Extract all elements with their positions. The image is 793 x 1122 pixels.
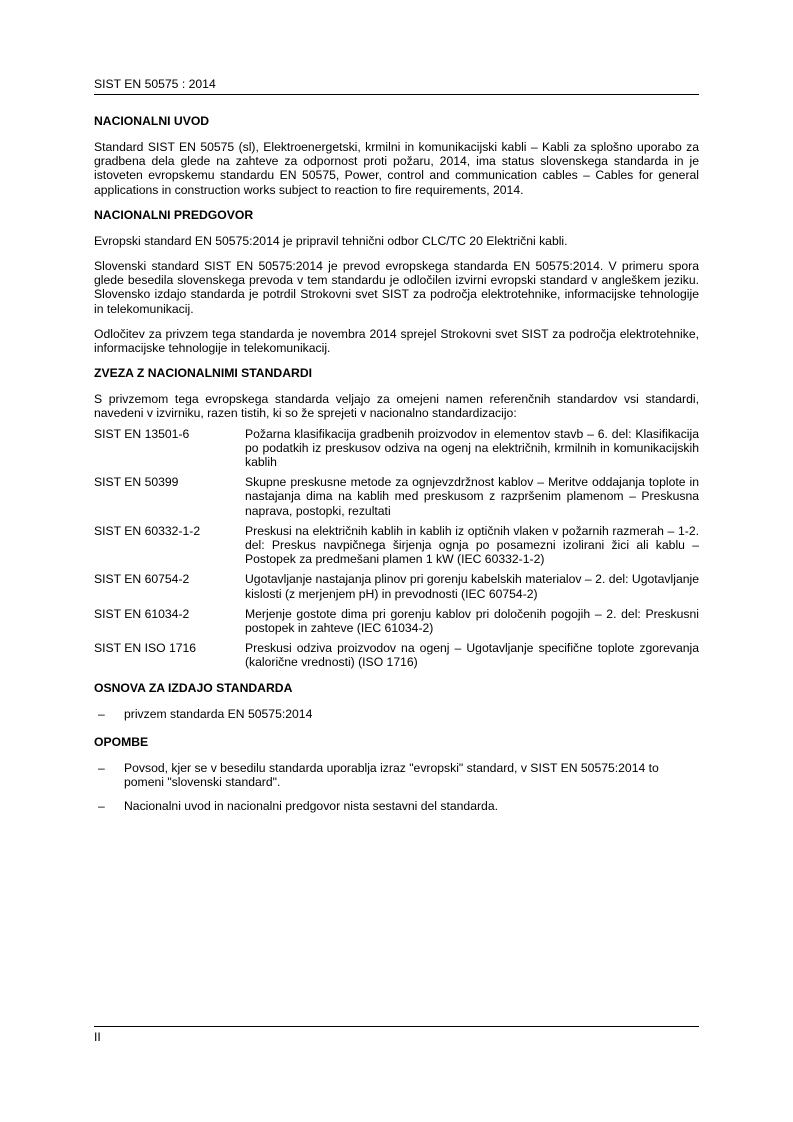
header-title: SIST EN 50575 : 2014 [94,77,216,91]
reference-row [94,475,699,518]
reference-row [94,607,699,635]
list-dash: – [98,799,105,814]
reference-code: SIST EN 60332-1-2 [94,523,201,538]
page-content [94,114,699,824]
predgovor-paragraph-1: Evropski standard EN 50575:2014 je pripravil tehnični odbor CLC/TC 20 Električni kabli. [94,233,568,248]
reference-title: Preskusi odziva proizvodov na ogenj – Ugotavljanje specifične toplote zgorevanja (kalorične vrednosti) (ISO 1716) [245,641,699,670]
reference-code: SIST EN ISO 1716 [94,641,197,656]
uvod-text: Standard SIST EN 50575 (sl), Elektroenergetski, krmilni in komunikacijski kabli – Kabli za splošno uporabo za gradbena dela glede na zahteve za odpornost proti požaru, 2014, ima status slovenskega standarda in je istoveten evropskemu standardu EN 50575, Power, control and communication cables – Cables for general applications in construction works subject to reaction to fire requirements, 2014. [94,140,699,197]
reference-row [94,572,699,600]
list-item [94,707,699,721]
list-dash: – [98,760,105,775]
section-heading-opombe: OPOMBE [94,734,149,749]
list-dash: – [98,706,105,721]
reference-title: Skupne preskusne metode za ognjevzdržnost kablov – Meritve oddajanja toplote in nastajanja dima na kablih med preskusom z razpršenim plamenom – Preskusna naprava, postopki, rezultati [245,475,699,518]
section-heading-predgovor: NACIONALNI PREDGOVOR [94,207,254,222]
reference-code: SIST EN 61034-2 [94,606,190,621]
zveza-intro: S privzemom tega evropskega standarda veljajo za omejeni namen referenčnih standardov vsi standardi, navedeni v izvirniku, razen tistih, ki so že sprejeti v nacionalno standardizacijo: [94,392,699,421]
reference-title: Ugotavljanje nastajanja plinov pri gorenju kabelskih materialov – 2. del: Ugotavljanje kislosti (z merjenjem pH) in prevodnosti (IEC 60754-2) [245,572,699,601]
reference-code: SIST EN 50399 [94,475,179,490]
reference-code: SIST EN 60754-2 [94,572,190,587]
list-item [94,761,699,789]
list-item [94,799,699,813]
reference-title: Preskusi na električnih kablih in kablih iz optičnih vlaken v požarnih razmerah – 1-2. del: Preskus navpičnega širjenja ognja po posamezni izolirani žici ali kablu – Postopek za predmešani plamen 1 kW (IEC 60332-1-2) [245,523,699,567]
reference-title: Merjenje gostote dima pri gorenju kablov pri določenih pogojih – 2. del: Preskusni postopek in zahteve (IEC 61034-2) [245,606,699,636]
predgovor-paragraph-3: Odločitev za privzem tega standarda je novembra 2014 sprejel Strokovni svet SIST za področja elektrotehnike, informacijske tehnologije in telekomunikacij. [94,326,699,356]
list-item-text: Povsod, kjer se v besedilu standarda uporablja izraz "evropski" standard, v SIST EN 50575:2014 to pomeni "slovenski standard". [124,760,659,790]
reference-row [94,524,699,567]
page-footer [94,1026,699,1045]
section-heading-zveza: ZVEZA Z NACIONALNIMI STANDARDI [94,366,313,381]
reference-row [94,641,699,669]
reference-code: SIST EN 13501-6 [94,426,190,441]
page-header [94,77,699,95]
section-heading-uvod: NACIONALNI UVOD [94,114,210,128]
predgovor-paragraph-2: Slovenski standard SIST EN 50575:2014 je prevod evropskega standarda EN 50575:2014. V primeru spora glede besedila slovenskega prevoda v tem standardu je odločilen izvirni evropski standard v angleškem jeziku. Slovensko izdajo standarda je potrdil Strokovni svet SIST za področja elektrotehnike, informacijske tehnologije in telekomunikacij. [94,259,699,316]
page-number: II [94,1030,101,1044]
reference-row [94,427,699,470]
section-heading-osnova: OSNOVA ZA IZDAJO STANDARDA [94,680,293,695]
list-item-text: Nacionalni uvod in nacionalni predgovor nista sestavni del standarda. [124,799,498,814]
reference-standards-table [94,427,699,670]
reference-title: Požarna klasifikacija gradbenih proizvodov in elementov stavb – 6. del: Klasifikacija po podatkih iz preskusov odziva na ogenj na električnih, krmilnih in komunikacijskih kablih [245,426,699,470]
list-item-text: privzem standarda EN 50575:2014 [124,706,313,721]
